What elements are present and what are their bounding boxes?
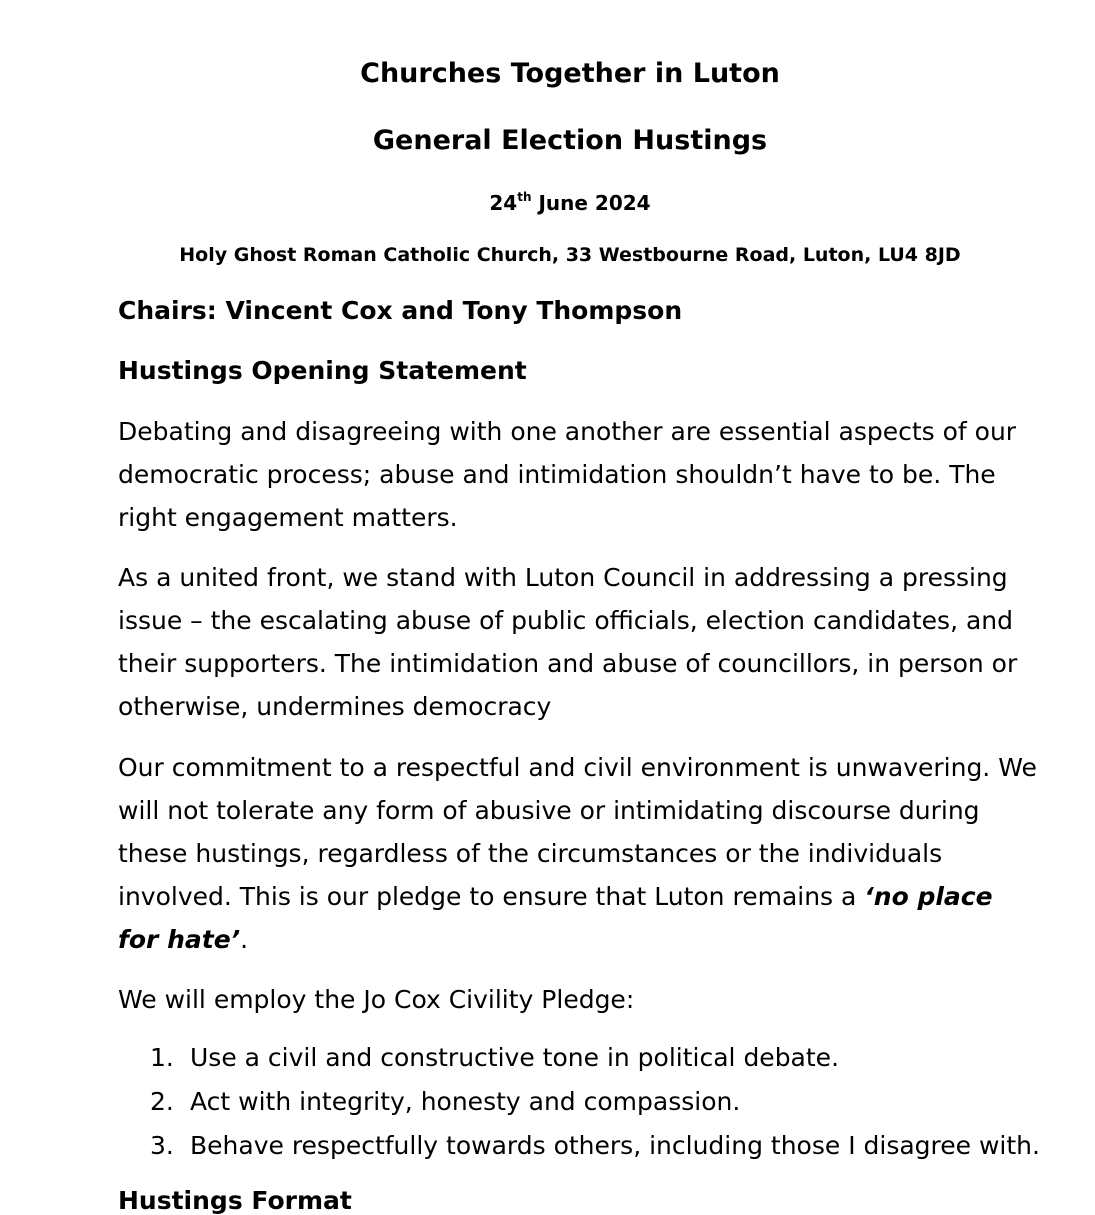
list-item: 3. Behave respectfully towards others, including those I disagree with.	[150, 1131, 1040, 1160]
date-suffix: th	[517, 190, 532, 204]
date-rest: June 2024	[531, 191, 651, 215]
paragraph-3	[118, 746, 1038, 961]
date-day: 24	[489, 191, 518, 215]
org-title: Churches Together in Luton	[360, 58, 780, 89]
paragraph-1: Debating and disagreeing with one another are essential aspects of our democratic process; abuse and intimidation shouldn’t have to be. The right engagement matters.	[118, 417, 1017, 532]
event-date	[0, 190, 1095, 215]
paragraph-2: As a united front, we stand with Luton Council in addressing a pressing issue – the escalating abuse of public officials, election candidates, and their supporters. The intimidation and abuse of councillors, in person or otherwise, undermines democracy	[118, 563, 1018, 721]
list-item: 1. Use a civil and constructive tone in political debate.	[150, 1043, 840, 1072]
no-place-for-hate-emphasis: ‘no place for hate’	[118, 882, 993, 954]
paragraph-4: We will employ the Jo Cox Civility Pledge:	[118, 985, 635, 1014]
paragraph-3-text: Our commitment to a respectful and civil environment is unwavering. We will not tolerate any form of abusive or intimidating discourse during these hustings, regardless of the circumstances or the individuals involved. This is our pledge to ensure that Luton remains a	[118, 753, 1037, 911]
hustings-format-heading: Hustings Format	[118, 1186, 352, 1215]
section-heading: Hustings Opening Statement	[118, 356, 527, 385]
pledge-list	[150, 1036, 1040, 1168]
venue: Holy Ghost Roman Catholic Church, 33 Westbourne Road, Luton, LU4 8JD	[179, 244, 961, 266]
paragraph-3-end: .	[240, 925, 249, 954]
chairs-heading: Chairs: Vincent Cox and Tony Thompson	[118, 296, 683, 325]
event-title: General Election Hustings	[372, 125, 768, 156]
list-item: 2. Act with integrity, honesty and compassion.	[150, 1087, 741, 1116]
